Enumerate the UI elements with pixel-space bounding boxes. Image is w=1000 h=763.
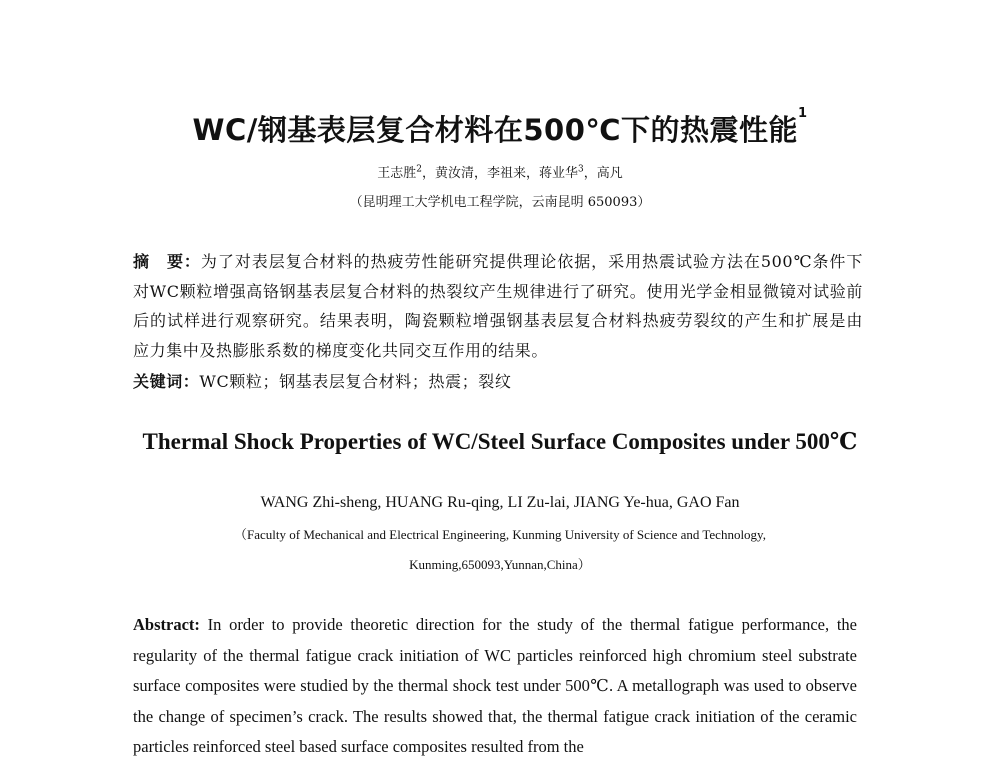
chinese-title <box>0 108 1000 149</box>
author-1: 王志胜 <box>377 166 417 181</box>
english-authors: WANG Zhi-sheng, HUANG Ru-qing, LI Zu-lai, JIANG Ye-hua, GAO Fan <box>260 494 740 511</box>
english-abstract <box>133 610 857 763</box>
chinese-authors <box>0 162 1000 181</box>
chinese-abstract-label: 摘 要： <box>133 252 201 271</box>
author-4-note: 3 <box>578 164 584 175</box>
chinese-keywords-label: 关键词： <box>133 372 200 391</box>
chinese-title-text: WC/钢基表层复合材料在500℃下的热震性能 <box>192 113 798 147</box>
chinese-abstract-text: 为了对表层复合材料的热疲劳性能研究提供理论依据，采用热震试验方法在500℃条件下对WC颗粒增强高铬钢基表层复合材料的热裂纹产生规律进行了研究。使用光学金相显微镜对试验前后的试样进行观察研究。结果表明，陶瓷颗粒增强钢基表层复合材料热疲劳裂纹的产生和扩展是由应力集中及热膨胀系数的梯度变化共同交互作用的结果。 <box>133 252 863 360</box>
english-affiliation-line-1: （Faculty of Mechanical and Electrical Engineering, Kunming University of Science and Technology, <box>234 527 766 542</box>
chinese-abstract <box>133 247 863 365</box>
authors-2-to-4: ，黄汝清，李祖来，蒋业华 <box>421 166 578 181</box>
english-affiliation-line-2: Kunming,650093,Yunnan,China） <box>409 557 591 572</box>
chinese-keywords-text: WC颗粒；钢基表层复合材料；热震；裂纹 <box>199 372 512 391</box>
author-5: ，高凡 <box>583 166 623 181</box>
chinese-keywords <box>133 369 863 392</box>
english-title: Thermal Shock Properties of WC/Steel Surface Composites under 500℃ <box>142 429 858 454</box>
title-footnote-mark: 1 <box>797 106 808 121</box>
chinese-affiliation: （昆明理工大学机电工程学院，云南昆明 650093） <box>349 195 651 210</box>
english-abstract-text: In order to provide theoretic direction for the study of the thermal fatigue performance, the regularity of the thermal fatigue crack initiation of WC particles reinforced high chromium steel substrate surface composites were studied by the thermal shock test under 500℃. A metallograph was used to observe the change of specimen’s crack. The results showed that, the thermal fatigue crack initiation of the ceramic particles reinforced steel based surface composites resulted from the <box>133 615 857 756</box>
author-1-note: 2 <box>416 164 422 175</box>
english-abstract-label: Abstract: <box>133 615 200 634</box>
